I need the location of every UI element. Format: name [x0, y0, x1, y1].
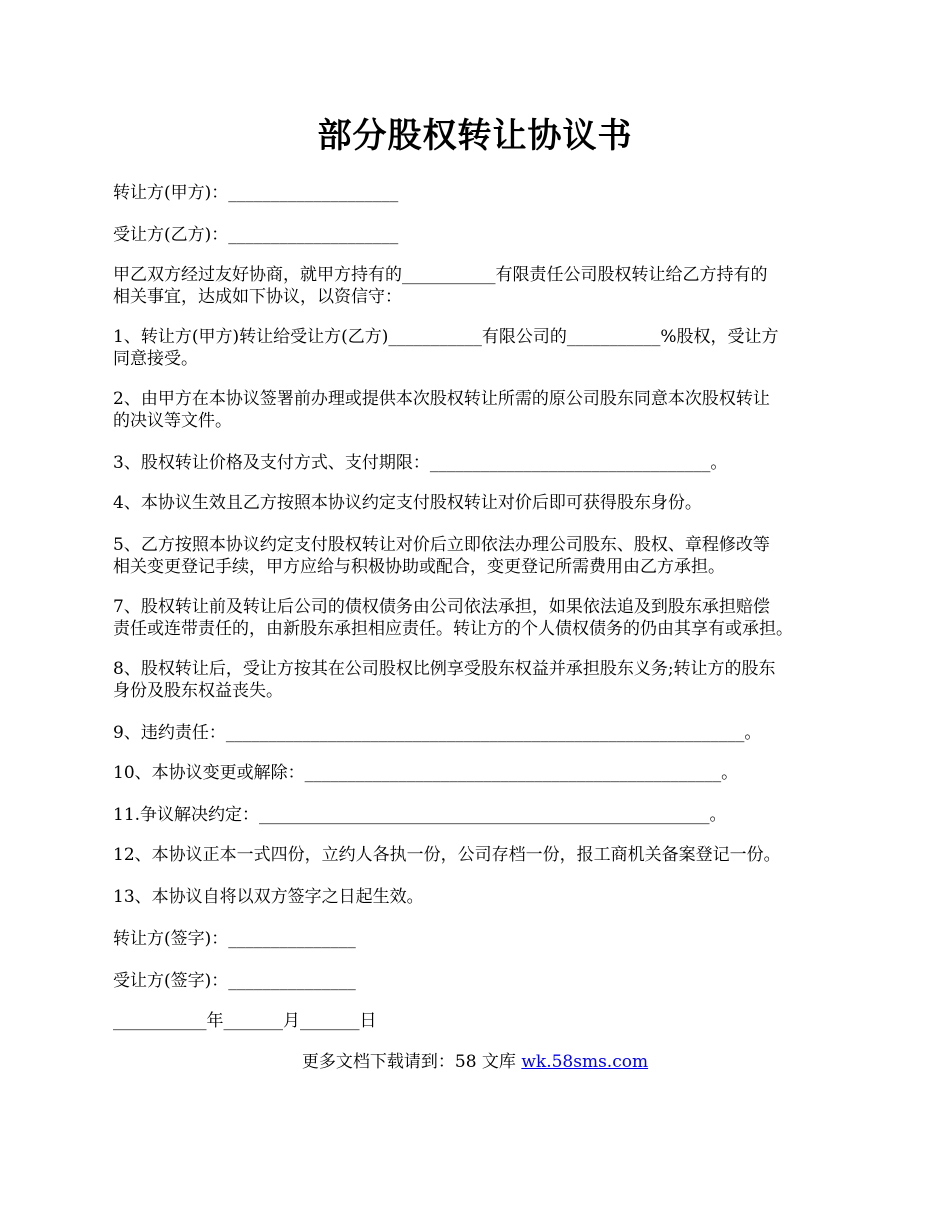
- clause-9: 9、违约责任：_____________________________________________________________。: [113, 723, 762, 743]
- clause-4: 4、本协议生效且乙方按照本协议约定支付股权转让对价后即可获得股东身份。: [113, 493, 702, 513]
- preamble-paragraph: 甲乙双方经过友好协商，就甲方持有的___________有限责任公司股权转让给乙方持有的 相关事宜，达成如下协议，以资信守：: [113, 265, 768, 307]
- clause-2: 2、由甲方在本协议签署前办理或提供本次股权转让所需的原公司股东同意本次股权转让 的决议等文件。: [113, 389, 770, 431]
- clause-5: 5、乙方按照本协议约定支付股权转让对价后立即依法办理公司股东、股权、章程修改等 相关变更登记手续，甲方应给与积极协助或配合，变更登记所需费用由乙方承担。: [113, 535, 770, 577]
- footer-link[interactable]: wk.58sms.com: [521, 1052, 649, 1072]
- transferor-signature-line: 转让方(签字)：_______________: [113, 929, 356, 949]
- clause-7: 7、股权转让前及转让后公司的债权债务由公司依法承担，如果依法追及到股东承担赔偿 责任或连带责任的，由新股东承担相应责任。转让方的个人债权债务的仍由其享有或承担。: [113, 597, 793, 639]
- transferor-party-line: 转让方(甲方)：____________________: [113, 183, 399, 203]
- transferee-party-line: 受让方(乙方)：____________________: [113, 225, 399, 245]
- clause-12: 12、本协议正本一式四份，立约人各执一份，公司存档一份，报工商机关备案登记一份。: [113, 845, 781, 865]
- transferee-signature-line: 受让方(签字)：_______________: [113, 971, 356, 991]
- clause-11: 11.争议解决约定：_____________________________________________________。: [113, 805, 727, 825]
- footer: [0, 1051, 950, 1073]
- document-title: 部分股权转让协议书: [317, 116, 633, 156]
- clause-8: 8、股权转让后，受让方按其在公司股权比例享受股东权益并承担股东义务;转让方的股东 身份及股东权益丧失。: [113, 659, 776, 701]
- clause-1: 1、转让方(甲方)转让给受让方(乙方)___________有限公司的___________%股权，受让方 同意接受。: [113, 327, 779, 369]
- clause-10: 10、本协议变更或解除：_________________________________________________。: [113, 763, 739, 783]
- footer-text: 更多文档下载请到：58 文库: [301, 1052, 522, 1072]
- clause-3: 3、股权转让价格及支付方式、支付期限：_________________________________。: [113, 453, 728, 473]
- date-line: ___________年_______月_______日: [113, 1011, 377, 1031]
- clause-13: 13、本协议自将以双方签字之日起生效。: [113, 887, 424, 907]
